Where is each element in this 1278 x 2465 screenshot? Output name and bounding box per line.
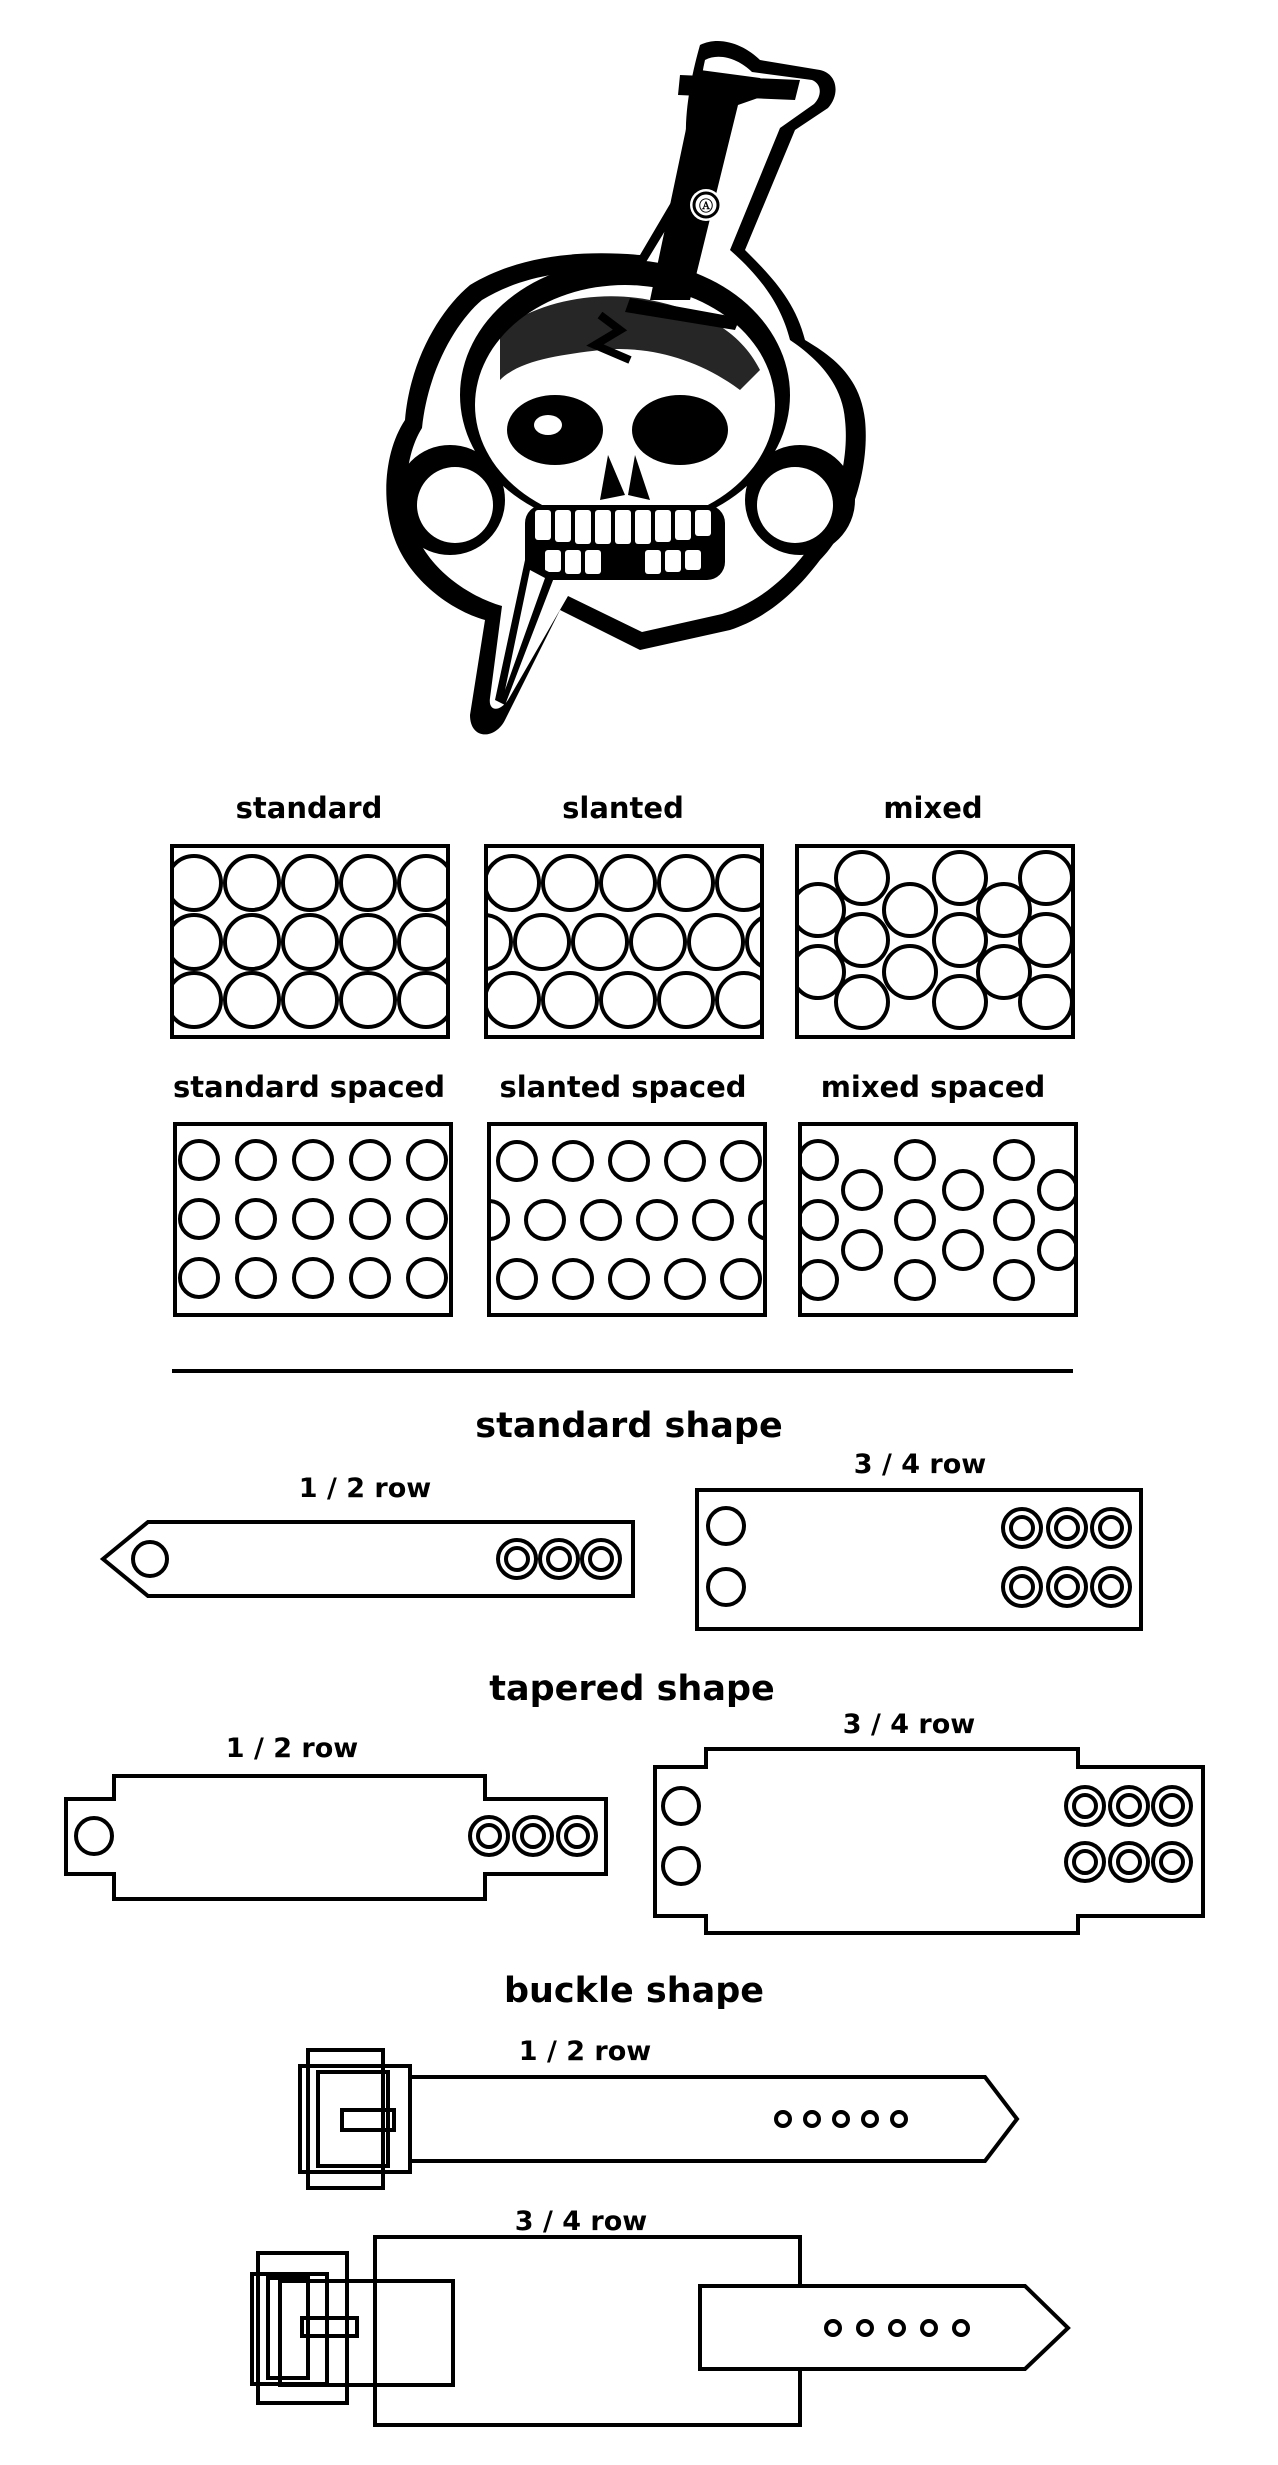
tapered-three-four-row-label: 3 / 4 row — [842, 1709, 976, 1740]
rivets-standard-spaced — [180, 1141, 446, 1297]
tapered-half-strap — [66, 1776, 606, 1899]
tapered-shape-section — [66, 1669, 1203, 1933]
buckle-half-strap — [300, 2050, 1017, 2188]
standard-half-strap — [103, 1522, 633, 1596]
buckle-three-four-strap — [252, 2237, 1068, 2425]
standard-shape-title: standard shape — [475, 1406, 783, 1446]
buckle-shape-section — [252, 1971, 1068, 2425]
standard-three-four-row-label: 3 / 4 row — [853, 1449, 987, 1480]
tapered-shape-title: tapered shape — [489, 1669, 775, 1709]
standard-shape-section — [103, 1406, 1141, 1629]
skull-dagger-logo — [386, 41, 865, 734]
right-eye — [632, 395, 728, 465]
pattern-box-slanted — [486, 846, 762, 1037]
pattern-label-mixed: mixed — [883, 791, 983, 825]
rivets-slanted — [457, 856, 801, 1027]
rivets-mixed-spaced — [799, 1141, 1077, 1299]
pattern-label-slanted: slanted — [562, 791, 684, 825]
pattern-label-standard-spaced: standard spaced — [172, 1070, 446, 1104]
pattern-label-mixed-spaced: mixed spaced — [820, 1070, 1046, 1104]
tapered-half-row-label: 1 / 2 row — [225, 1733, 359, 1764]
pattern-label-slanted-spaced: slanted spaced — [499, 1070, 747, 1104]
buckle-three-four-row-label: 3 / 4 row — [514, 2206, 648, 2237]
rivets-mixed — [792, 852, 1072, 1028]
buckle-shape-title: buckle shape — [503, 1971, 765, 2011]
rivets-standard — [167, 856, 453, 1027]
svg-text:Ⓐ: Ⓐ — [699, 199, 713, 215]
rivet-pattern-samples — [167, 791, 1077, 1315]
pattern-box-standard — [172, 846, 448, 1037]
rivets-slanted-spaced — [470, 1142, 788, 1298]
buckle-half-row-label: 1 / 2 row — [518, 2036, 652, 2067]
standard-half-row-label: 1 / 2 row — [298, 1473, 432, 1504]
tapered-three-four-strap — [655, 1749, 1203, 1933]
pattern-label-standard: standard — [235, 791, 383, 825]
